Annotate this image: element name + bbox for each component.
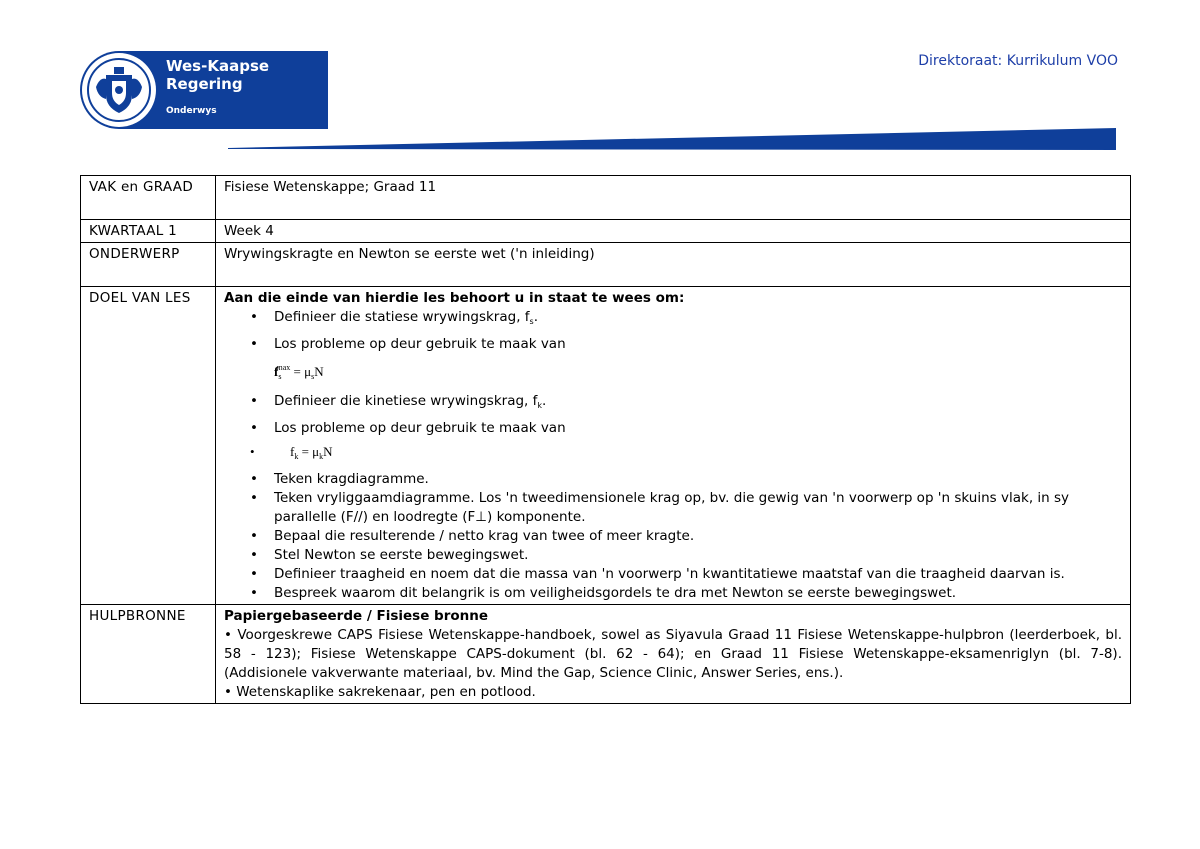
- resources-label: HULPBRONNE: [81, 605, 216, 704]
- lesson-plan-table: [80, 175, 1131, 704]
- formula-static-friction: $f_s^{max} = \mu_sN$: [274, 363, 324, 381]
- term-value: Week 4: [216, 220, 1131, 243]
- subject-label: VAK en GRAAD: [81, 176, 216, 220]
- aim-label: DOEL VAN LES: [81, 287, 216, 605]
- list-item: • Definieer die kinetiese wrywingskrag, $f_k$.: [274, 392, 1122, 415]
- directorate-label: Direktoraat: Kurrikulum VOO: [918, 53, 1118, 69]
- list-item: • Teken vryliggaamdiagramme. Los 'n tweedimensionele krag op, bv. die gewig van 'n voorwerp op 'n skuins vlak, in sy parallelle (F//) en loodregte (F⊥) komponente.: [274, 489, 1122, 527]
- aim-intro: Aan die einde van hierdie les behoort u in staat te wees om:: [224, 290, 685, 306]
- term-row: [81, 220, 1131, 243]
- header-stripe: [0, 0, 1200, 160]
- list-item: • Los probleme op deur gebruik te maak van: [274, 335, 1122, 354]
- resources-paragraph-2: • Wetenskaplike sakrekenaar, pen en potlood.: [224, 684, 536, 700]
- resources-heading: Papiergebaseerde / Fisiese bronne: [224, 608, 489, 624]
- list-item: • Bepaal die resulterende / netto krag van twee of meer kragte.: [274, 527, 1122, 546]
- list-item: • Definieer traagheid en noem dat die massa van 'n voorwerp 'n kwantitatiewe maatstaf van die traagheid daarvan is.: [274, 565, 1122, 584]
- brand-line-2: Regering: [166, 75, 243, 93]
- term-label: KWARTAAL 1: [81, 220, 216, 243]
- list-item: • Definieer die statiese wrywingskrag, $f_s$.: [274, 308, 1122, 331]
- resources-content: [216, 605, 1131, 704]
- list-item: • Stel Newton se eerste bewegingswet.: [274, 546, 1122, 565]
- brand-line-3: Onderwys: [166, 106, 217, 116]
- aim-content: [216, 287, 1131, 605]
- subject-value: Fisiese Wetenskappe; Graad 11: [216, 176, 1131, 220]
- resources-row: [81, 605, 1131, 704]
- aim-list: [224, 308, 1122, 603]
- resources-paragraph-1: • Voorgeskrewe CAPS Fisiese Wetenskappe-handboek, sowel as Siyavula Graad 11 Fisiese Wetenskappe-hulpbron (leerderboek, bl. 58 - 123); Fisiese Wetenskappe CAPS-dokument (bl. 62 - 64); en Graad 11 Fisiese Wetenskappe-eksamenriglyn (bl. 7-8). (Addisionele vakverwante materiaal, bv. Mind the Gap, Science Clinic, Answer Series, ens.).: [224, 627, 1122, 681]
- list-item: • Teken kragdiagramme.: [274, 470, 1122, 489]
- list-item: • Bespreek waarom dit belangrik is om veiligheidsgordels te dra met Newton se eerste bewegingswet.: [274, 584, 1122, 603]
- list-item: • Los probleme op deur gebruik te maak van: [274, 419, 1122, 438]
- formula-kinetic-friction: • $f_k = \mu_kN$: [274, 442, 1122, 466]
- topic-row: [81, 243, 1131, 287]
- brand-line-1: Wes-Kaapse: [166, 57, 270, 75]
- topic-value: Wrywingskragte en Newton se eerste wet ('n inleiding): [216, 243, 1131, 287]
- topic-label: ONDERWERP: [81, 243, 216, 287]
- subject-row: [81, 176, 1131, 220]
- aim-row: [81, 287, 1131, 605]
